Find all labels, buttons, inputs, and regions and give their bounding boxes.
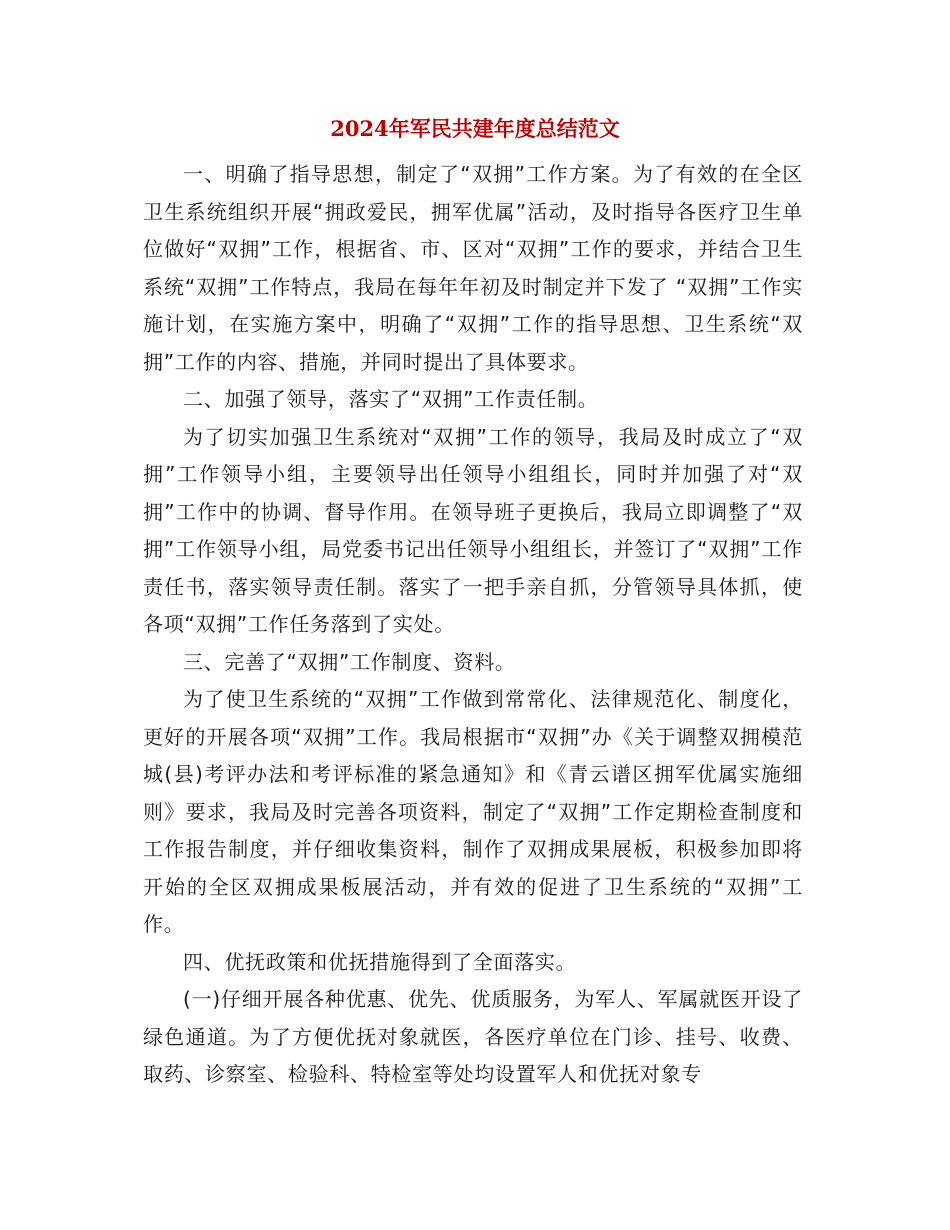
paragraph-section-4-1: (一)仔细开展各种优惠、优先、优质服务，为军人、军属就医开设了绿色通道。为了方便优抚对象就医，各医疗单位在门诊、挂号、收费、取药、诊察室、检验科、特检室等处均设置军人和优抚对象专 (143, 987, 803, 1086)
paragraph-section-3: 为了使卫生系统的“双拥”工作做到常常化、法律规范化、制度化，更好的开展各项“双拥”工作。我局根据市“双拥”办《关于调整双拥模范城(县)考评办法和考评标准的紧急通知》和《青云谱区拥军优属实施细则》要求，我局及时完善各项资料，制定了“双拥”工作定期检查制度和工作报告制度，并仔细收集资料，制作了双拥成果展板，积极参加即将开始的全区双拥成果板展活动，并有效的促进了卫生系统的“双拥”工作。 (143, 687, 803, 936)
paragraph-section-2: 为了切实加强卫生系统对“双拥”工作的领导，我局及时成立了“双拥”工作领导小组，主要领导出任领导小组组长，同时并加强了对“双拥”工作中的协调、督导作用。在领导班子更换后，我局立即调整了“双拥”工作领导小组，局党委书记出任领导小组组长，并签订了“双拥”工作责任书，落实领导责任制。落实了一把手亲自抓，分管领导具体抓，使各项“双拥”工作任务落到了实处。 (143, 424, 803, 636)
paragraph-section-1: 一、明确了指导思想，制定了“双拥”工作方案。为了有效的在全区卫生系统组织开展“拥政爱民，拥军优属”活动，及时指导各医疗卫生单位做好“双拥”工作，根据省、市、区对“双拥”工作的要求，并结合卫生系统“双拥”工作特点，我局在每年年初及时制定并下发了 “双拥”工作实施计划，在实施方案中，明确了“双拥”工作的指导思想、卫生系统“双拥”工作的内容、措施，并同时提出了具体要求。 (143, 162, 803, 374)
heading-section-2: 二、加强了领导，落实了“双拥”工作责任制。 (183, 387, 599, 411)
heading-section-4: 四、优抚政策和优抚措施得到了全面落实。 (183, 949, 577, 974)
document-title: 2024年军民共建年度总结范文 (330, 116, 620, 141)
document-body (143, 156, 803, 1094)
heading-section-3: 三、完善了“双拥”工作制度、资料。 (183, 649, 516, 674)
